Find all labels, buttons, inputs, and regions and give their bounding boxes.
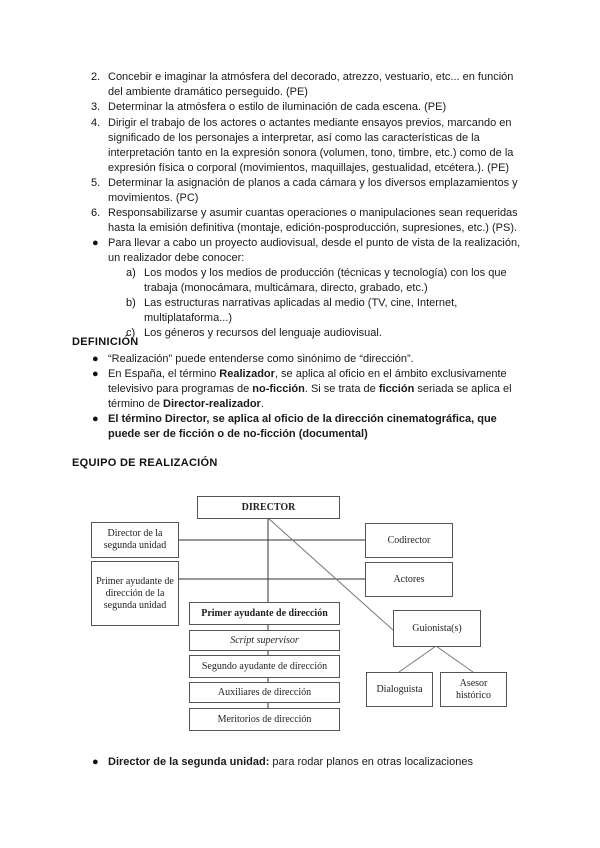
sub-item-text: Las estructuras narrativas aplicadas al medio (TV, cine, Internet, [144, 297, 458, 309]
list-item-text: interpretación tanto en la expresión sonora (volumen, tono, timbre, etc.) como de la [108, 147, 514, 159]
definition-bullet-2-line-2: televisivo para programas de no-ficción. Si se trata de ficción seriada se aplica el [108, 383, 512, 395]
sub-item-letter: b) [126, 297, 136, 309]
bullet-text: Para llevar a cabo un proyecto audiovisual, desde el punto de vista de la realización, [108, 237, 521, 249]
section-heading-definicion: DEFINICIÓN [72, 336, 139, 348]
section-heading-equipo: EQUIPO DE REALIZACIÓN [72, 457, 218, 469]
list-item-text: Determinar la atmósfera o estilo de iluminación de cada escena. (PE) [108, 101, 447, 113]
list-number: 3. [91, 101, 101, 113]
definition-bullet-2-line-3: término de Director-realizador. [108, 398, 264, 410]
sub-item-text: Los géneros y recursos del lenguaje audiovisual. [144, 327, 382, 339]
org-box-auxiliares: Auxiliares de dirección [189, 682, 340, 703]
org-box-guionistas: Guionista(s) [393, 610, 481, 647]
bullet-icon: ● [92, 353, 99, 365]
org-box-director: DIRECTOR [197, 496, 340, 519]
definition-bullet-3: puede ser de ficción o de no-ficción (documental) [108, 428, 368, 440]
list-item-text: Concebir e imaginar la atmósfera del decorado, atrezzo, vestuario, etc... en función [108, 71, 514, 83]
org-box-codirector: Codirector [365, 523, 453, 558]
list-item-text: Responsabilizarse y asumir cuantas operaciones o manipulaciones sean requeridas [108, 207, 518, 219]
org-box-actores: Actores [365, 562, 453, 597]
org-box-asesor-historico: Asesor histórico [440, 672, 507, 707]
bullet-icon: ● [92, 368, 99, 380]
list-item-text: Determinar la asignación de planos a cada cámara y los diversos emplazamientos y [108, 177, 518, 189]
list-number: 6. [91, 207, 101, 219]
bullet-icon: ● [92, 237, 99, 249]
list-item-text: expresión física o corporal (movimientos, maquillajes, gestualidad, etcétera.). (PE) [108, 162, 510, 174]
org-box-dialoguista: Dialoguista [366, 672, 433, 707]
list-item-text: hasta la emisión definitiva (montaje, edición-posproducción, supresiones, etc.) (PS). [108, 222, 518, 234]
sub-item-text: multiplataforma...) [144, 312, 233, 324]
org-box-meritorios: Meritorios de dirección [189, 708, 340, 731]
list-item-text: significado de los personajes a interpretar, así como las características de la [108, 132, 480, 144]
sub-item-letter: a) [126, 267, 136, 279]
sub-item-text: Los modos y los medios de producción (técnicas y tecnología) con los que [144, 267, 507, 279]
list-item-text: del ambiente dramático perseguido. (PE) [108, 86, 308, 98]
list-number: 2. [91, 71, 101, 83]
bullet-icon: ● [92, 413, 99, 425]
list-number: 5. [91, 177, 101, 189]
second-unit-director-bullet: Director de la segunda unidad: para rodar planos en otras localizaciones [108, 756, 473, 768]
definition-bullet-2-line-1: En España, el término Realizador, se aplica al oficio en el ámbito exclusivamente [108, 368, 507, 380]
org-box-script-supervisor: Script supervisor [189, 630, 340, 651]
org-box-primer-ayudante-segunda-unidad: Primer ayudante de dirección de la segunda unidad [91, 561, 179, 626]
bullet-text: un realizador debe conocer: [108, 252, 245, 264]
definition-bullet-3: El término Director, se aplica al oficio de la dirección cinematográfica, que [108, 413, 497, 425]
bullet-icon: ● [92, 756, 99, 768]
definition-bullet-1: “Realización” puede entenderse como sinónimo de “dirección”. [108, 353, 414, 365]
org-box-segundo-ayudante: Segundo ayudante de dirección [189, 655, 340, 678]
list-item-text: Dirigir el trabajo de los actores o actantes mediante ensayos previos, marcando en [108, 117, 512, 129]
list-number: 4. [91, 117, 101, 129]
org-box-director-segunda-unidad: Director de la segunda unidad [91, 522, 179, 558]
sub-item-letter: c) [126, 327, 136, 339]
org-box-primer-ayudante: Primer ayudante de dirección [189, 602, 340, 625]
list-item-text: movimientos. (PC) [108, 192, 199, 204]
sub-item-text: trabaja (monocámara, multicámara, directo, grabado, etc.) [144, 282, 428, 294]
